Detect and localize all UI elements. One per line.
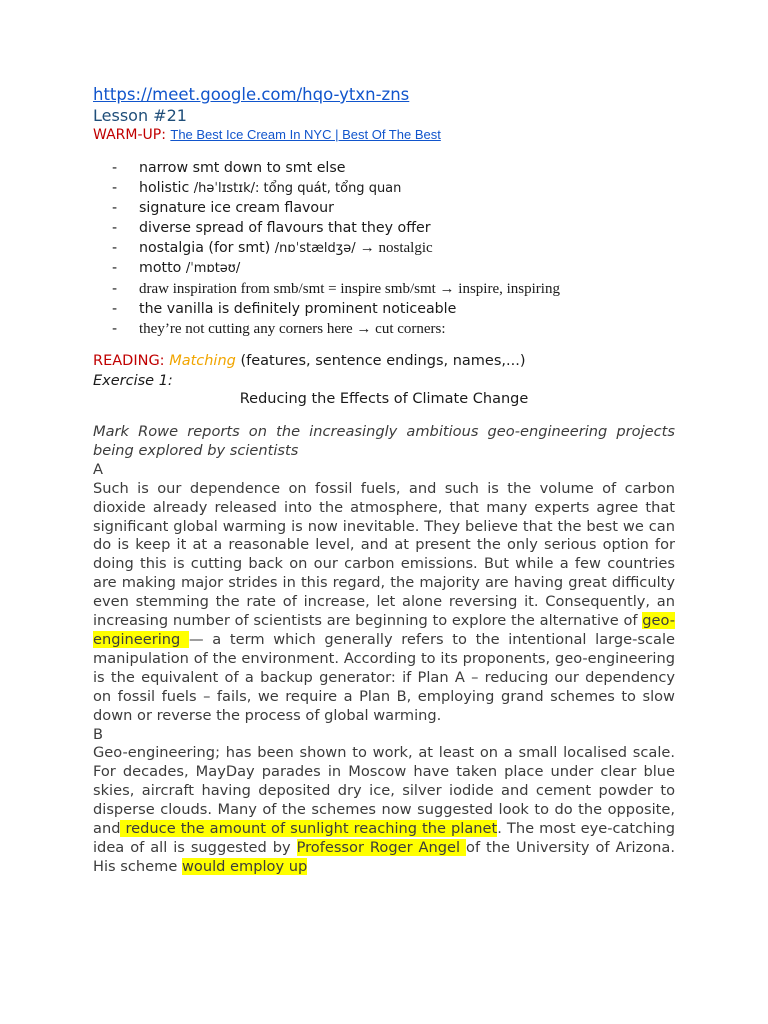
exercise-label: Exercise 1: [93, 373, 173, 389]
vocab-text: /həˈlɪstɪk/: tổng quát, tổng quan [193, 181, 402, 197]
warmup-video-link[interactable]: The Best Ice Cream In NYC | Best Of The Best [170, 127, 441, 142]
highlighted-text: Professor Roger Angel [296, 838, 467, 856]
vocab-item [112, 299, 560, 319]
vocab-item [112, 158, 560, 178]
bullet-dash: - [112, 200, 118, 217]
vocab-item [112, 258, 560, 278]
section-paragraph [93, 480, 675, 726]
warmup-line [93, 127, 441, 143]
highlighted-text: reduce the amount of sunlight reaching the planet [120, 820, 498, 838]
paragraph-text: Geo-engineering; has been shown to work, at least on a small localised scale. For decades, MayDay parades in Moscow have taken place under clear blue skies, aircraft having deposited dry ice, silver iodide and cement powder to disperse clouds. Many of the schemes now suggested look to do the opposite, and [93, 744, 675, 838]
paragraph-text: — a term which generally refers to the intentional large-scale manipulation of the environment. According to its proponents, geo-engineering is the equivalent of a backup generator: if Plan A – reducing our dependency on fossil fuels – fails, we require a Plan B, employing grand schemes to slow down or reverse the process of global warming. [93, 630, 675, 724]
vocab-text: they’re not cutting any corners here → cut corners: [139, 320, 446, 337]
vocab-text: signature ice cream flavour [139, 200, 334, 217]
section-letter: B [93, 725, 104, 743]
vocab-item [112, 319, 560, 339]
vocab-item [112, 218, 560, 238]
highlighted-text: would employ up [181, 857, 308, 875]
reading-task-types: (features, sentence endings, names,...) [235, 353, 526, 369]
vocab-text: /ˈmɒtəʊ/ [185, 261, 241, 277]
bullet-dash: - [112, 320, 118, 337]
reading-passage [93, 423, 675, 877]
vocab-item [112, 238, 560, 258]
reading-label: READING: [93, 353, 165, 369]
reading-heading [93, 353, 526, 369]
vocab-text: nostalgia (for smt) [139, 240, 275, 257]
bullet-dash: - [112, 160, 118, 176]
highlighted-text: geo-engineering [93, 612, 675, 648]
vocab-text: draw inspiration from smb/smt = inspire smb/smt → inspire, inspiring [139, 280, 560, 297]
vocab-text: motto [139, 260, 186, 277]
paragraph-text: . The most eye-catching idea of all is suggested by [93, 820, 675, 856]
bullet-dash: - [112, 220, 118, 237]
vocab-text: narrow smt down to smt else [139, 160, 346, 176]
vocab-text: /nɒˈstældʒə/ [274, 241, 360, 257]
vocab-text: the vanilla is definitely prominent noticeable [139, 300, 457, 317]
vocab-text: → nostalgic [359, 240, 433, 257]
warmup-label: WARM-UP: [93, 127, 166, 143]
vocab-text: diverse spread of flavours that they offer [139, 220, 431, 237]
bullet-dash: - [112, 280, 118, 297]
vocab-item [112, 198, 560, 218]
vocab-text: holistic [139, 180, 194, 197]
matching-label: Matching [169, 353, 236, 369]
paragraph-text: Such is our dependence on fossil fuels, and such is the volume of carbon dioxide already released into the atmosphere, that many experts agree that significant global warming is now inevitable. They believe that the best we can do is keep it at a reasonable level, and at present the only serious option for doing this is cutting back on our carbon emissions. But while a few countries are making major strides in this regard, the majority are having great difficulty even stemming the rate of increase, let alone reversing it. Consequently, an increasing number of scientists are beginning to explore the alternative of [93, 479, 675, 630]
lesson-heading: Lesson #21 [93, 106, 187, 125]
vocabulary-list [112, 158, 560, 339]
passage-title: Reducing the Effects of Climate Change [239, 391, 529, 407]
vocab-item [112, 178, 560, 198]
bullet-dash: - [112, 260, 118, 277]
paragraph-text: of the University of Arizona. His scheme [93, 838, 675, 875]
vocab-item [112, 279, 560, 299]
bullet-dash: - [112, 240, 118, 257]
meet-link[interactable]: https://meet.google.com/hqo-ytxn-zns [93, 85, 410, 104]
bullet-dash: - [112, 300, 118, 317]
section-paragraph [93, 744, 675, 876]
bullet-dash: - [112, 180, 118, 197]
section-letter: A [93, 460, 103, 478]
passage-intro: Mark Rowe reports on the increasingly ambitious geo-engineering projects being explored by scientists [93, 423, 675, 459]
